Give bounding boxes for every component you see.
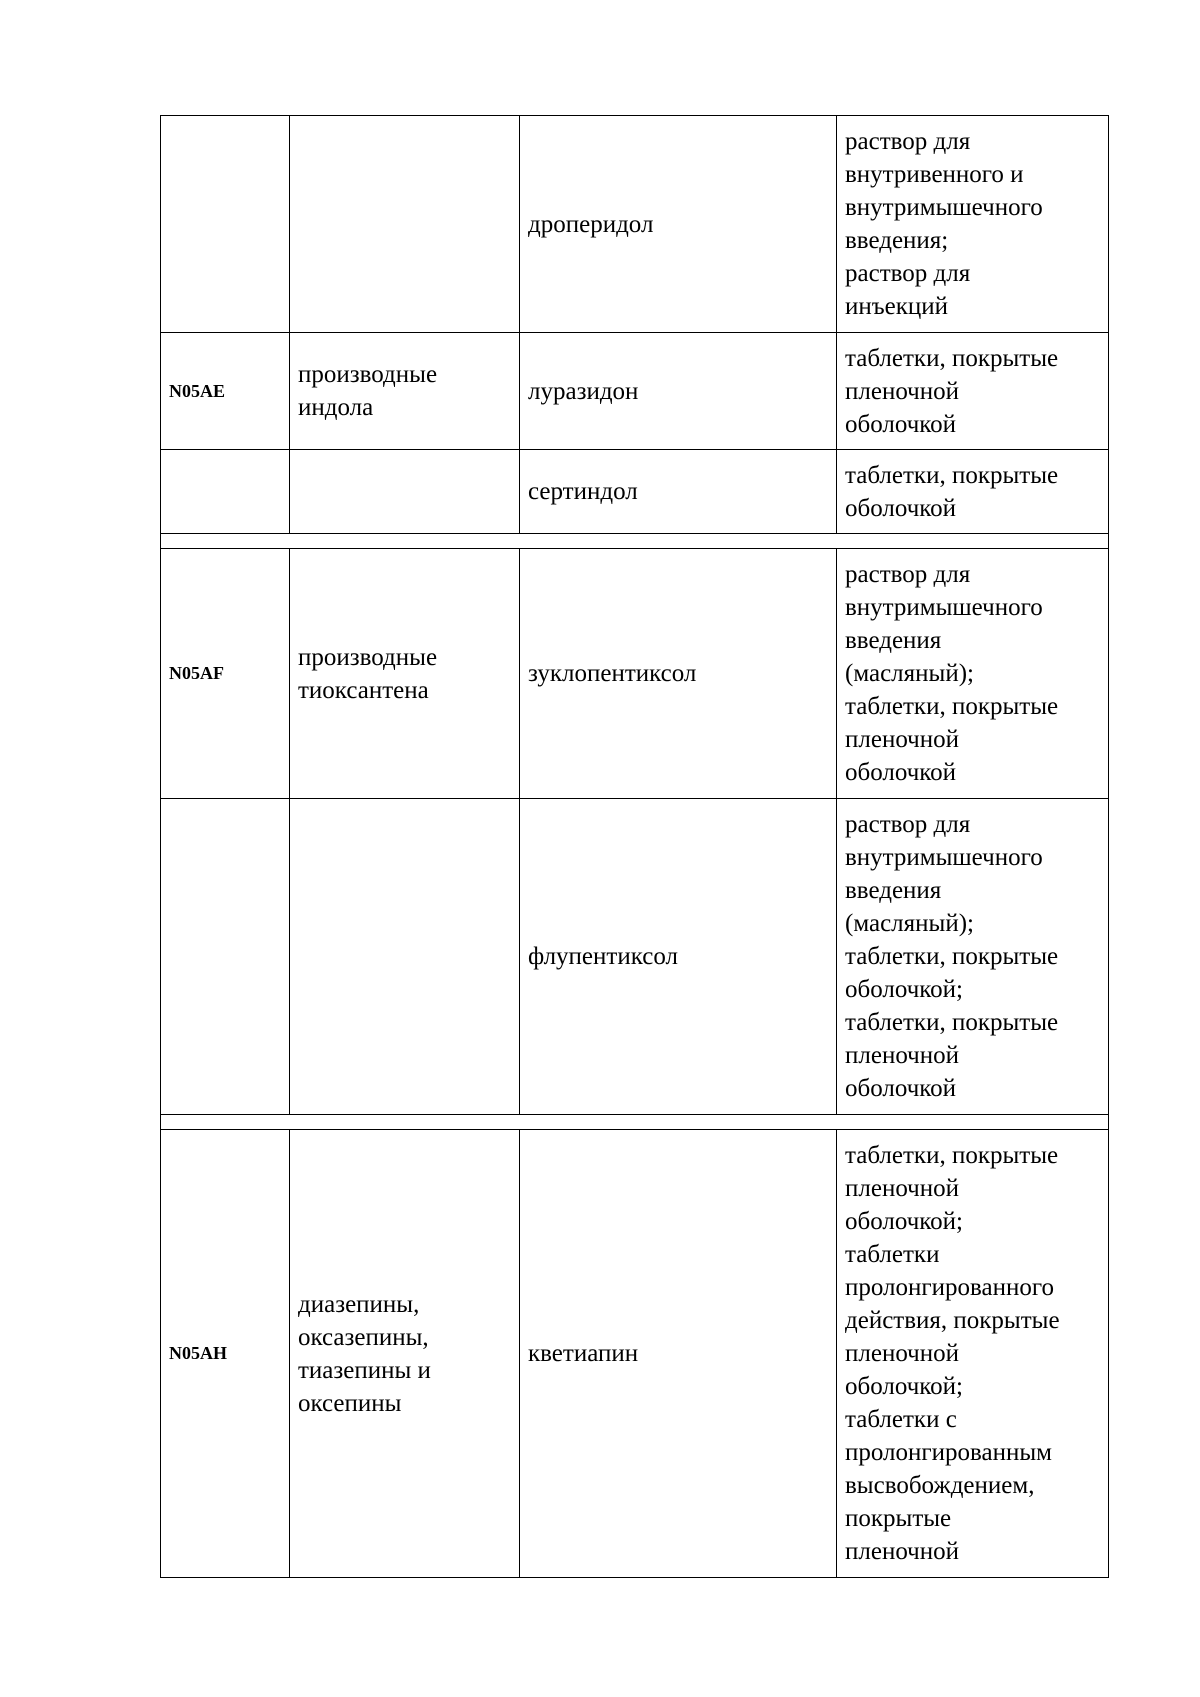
table-row <box>161 1130 1109 1578</box>
drug-group-cell: производные индола <box>290 333 520 450</box>
table-row <box>161 450 1109 534</box>
dosage-form-cell: раствор для внутримышечного введения (масляный); таблетки, покрытые пленочной оболочкой <box>837 549 1109 799</box>
atc-code-cell <box>161 799 290 1115</box>
table-row <box>161 799 1109 1115</box>
drug-name-cell: кветиапин <box>520 1130 837 1578</box>
table-spacer-row <box>161 534 1109 549</box>
atc-code-cell <box>161 450 290 534</box>
drug-name-cell: зуклопентиксол <box>520 549 837 799</box>
dosage-form-cell: таблетки, покрытые оболочкой <box>837 450 1109 534</box>
drug-group-cell: диазепины, оксазепины, тиазепины и оксепины <box>290 1130 520 1578</box>
table-row <box>161 549 1109 799</box>
table-spacer-row <box>161 1115 1109 1130</box>
table-row <box>161 116 1109 333</box>
dosage-form-cell: таблетки, покрытые пленочной оболочкой <box>837 333 1109 450</box>
dosage-form-cell: раствор для внутримышечного введения (масляный); таблетки, покрытые оболочкой; таблетки, покрытые пленочной оболочкой <box>837 799 1109 1115</box>
drug-name-cell: луразидон <box>520 333 837 450</box>
atc-code-cell <box>161 116 290 333</box>
spacer-cell <box>161 534 1109 549</box>
drug-name-cell: сертиндол <box>520 450 837 534</box>
dosage-form-cell: раствор для внутривенного и внутримышечного введения; раствор для инъекций <box>837 116 1109 333</box>
drug-name-cell: дроперидол <box>520 116 837 333</box>
atc-code-cell: N05AH <box>161 1130 290 1578</box>
spacer-cell <box>161 1115 1109 1130</box>
table-row <box>161 333 1109 450</box>
drug-group-cell <box>290 116 520 333</box>
drug-name-cell: флупентиксол <box>520 799 837 1115</box>
drug-table <box>160 115 1109 1578</box>
dosage-form-cell: таблетки, покрытые пленочной оболочкой; таблетки пролонгированного действия, покрытые пленочной оболочкой; таблетки с пролонгированным высвобождением, покрытые пленочной <box>837 1130 1109 1578</box>
atc-code-cell: N05AE <box>161 333 290 450</box>
drug-group-cell <box>290 450 520 534</box>
atc-code-cell: N05AF <box>161 549 290 799</box>
drug-group-cell <box>290 799 520 1115</box>
drug-group-cell: производные тиоксантена <box>290 549 520 799</box>
